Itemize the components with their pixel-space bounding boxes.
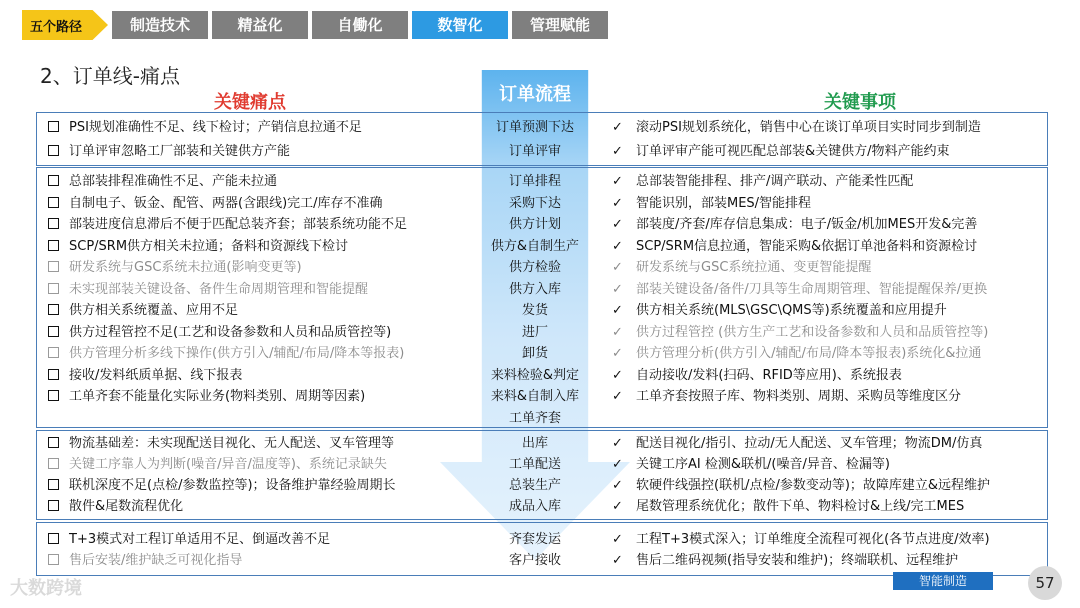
flow-step: 成品入库	[508, 499, 561, 514]
pain-point-text: 未实现部装关键设备、备件生命周期管理和智能提醒	[69, 281, 369, 297]
pain-point-text: 订单评审忽略工厂部装和关键供方产能	[69, 144, 291, 159]
checkbox-icon	[48, 326, 59, 337]
pain-point-text: 关键工序靠人为判断(噪音/异音/温度等)、系统记录缺失	[69, 457, 387, 472]
key-action-text: 工单齐套按照子库、物料类别、周期、采购员等维度区分	[636, 389, 962, 404]
pain-point-text: 工单齐套不能量化实际业务(物料类别、周期等因素)	[69, 389, 366, 404]
pain-point-text: 自制电子、钣金、配管、两器(含跟线)完工/库存不准确	[69, 195, 383, 211]
key-action-text: 部装度/齐套/库存信息集成：电子/钣金/机加MES开发&完善	[636, 217, 978, 232]
flow-step: 齐套发运	[508, 532, 561, 547]
checkbox-icon	[48, 240, 59, 251]
pain-point-row	[48, 172, 277, 192]
key-action-text: 关键工序AI 检测&联机/(噪音/异音、检漏等)	[636, 457, 890, 472]
pain-point-text: PSI规划准确性不足、线下检讨；产销信息拉通不足	[69, 120, 362, 135]
tab-manufacturing-technology[interactable]: 制造技术	[112, 11, 208, 39]
pain-point-text: 部装进度信息滞后不便于匹配总装齐套；部装系统功能不足	[69, 217, 408, 232]
key-action-row	[612, 258, 871, 278]
key-action-text: 供方管理分析(供方引入/辅配/布局/降本等报表)系统化&拉通	[636, 346, 982, 361]
pain-point-row	[48, 194, 383, 214]
pain-point-row	[48, 258, 302, 278]
key-action-text: 自动接收/发料(扫码、RFID等应用)、系统报表	[636, 367, 902, 383]
checkmark-icon: ✓	[612, 195, 623, 211]
pain-point-row	[48, 455, 387, 475]
key-action-text: 部装关键设备/备件/刀具等生命周期管理、智能提醒保养/更换	[636, 281, 988, 297]
checkbox-icon	[48, 175, 59, 186]
checkbox-icon	[48, 437, 59, 448]
pain-point-row	[48, 215, 407, 235]
checkmark-icon: ✓	[612, 303, 623, 318]
checkbox-icon	[48, 500, 59, 511]
pain-point-text: T+3模式对工程订单适用不足、倒逼改善不足	[69, 532, 331, 547]
pain-point-row	[48, 551, 242, 571]
key-action-row	[612, 434, 982, 454]
tab-management-enablement[interactable]: 管理赋能	[512, 11, 608, 39]
key-action-row	[612, 301, 947, 321]
pain-point-row	[48, 434, 394, 454]
checkmark-icon: ✓	[612, 144, 623, 159]
checkmark-icon: ✓	[612, 217, 623, 232]
pain-point-row	[48, 301, 238, 321]
flow-step: 订单排程	[508, 174, 561, 189]
checkmark-icon: ✓	[612, 346, 623, 361]
flow-step: 采购下达	[508, 195, 561, 211]
pain-point-text: SCP/SRM供方相关未拉通；备料和资源线下检讨	[69, 238, 349, 254]
pain-point-text: 供方管理分析多线下操作(供方引入/辅配/布局/降本等报表)	[69, 346, 405, 361]
checkmark-icon: ✓	[612, 260, 623, 275]
flow-step: 卸货	[521, 346, 548, 361]
key-action-text: 智能识别，部装MES/智能排程	[636, 195, 812, 211]
flow-step: 订单评审	[508, 144, 561, 159]
key-action-text: 供方相关系统(MLS\GSC\QMS等)系统覆盖和应用提升	[636, 303, 947, 318]
flow-step: 供方检验	[508, 260, 561, 275]
page-title: 2、订单线-痛点	[40, 64, 180, 88]
key-action-text: 软硬件线强控(联机/点检/参数变动等)；故障库建立&远程维护	[636, 478, 991, 493]
pain-point-row	[48, 118, 362, 138]
key-action-row	[612, 551, 958, 571]
pain-point-row	[48, 142, 290, 162]
checkmark-icon: ✓	[612, 174, 623, 189]
tab-lean[interactable]: 精益化	[212, 11, 308, 39]
checkmark-icon: ✓	[612, 367, 623, 383]
pain-point-row	[48, 366, 242, 386]
key-action-text: 售后二维码视频(指导安装和维护)；终端联机、远程维护	[636, 553, 959, 568]
pain-point-row	[48, 530, 330, 550]
checkbox-icon	[48, 121, 59, 132]
flow-step: 供方&自制生产	[490, 238, 580, 254]
pain-point-row	[48, 387, 365, 407]
page-number: 57	[1028, 566, 1062, 600]
footer-tag: 智能制造	[893, 572, 993, 590]
watermark-logo: 大数跨境	[10, 578, 82, 599]
pain-point-text: 总部装排程准确性不足、产能未拉通	[69, 174, 278, 189]
key-action-text: 滚动PSI规划系统化，销售中心在谈订单项目实时同步到制造	[636, 120, 981, 135]
key-action-text: 尾数管理系统优化；散件下单、物料检讨&上线/完工MES	[636, 499, 965, 514]
checkbox-icon	[48, 261, 59, 272]
flow-step: 来料检验&判定	[490, 367, 580, 383]
checkmark-icon: ✓	[612, 436, 623, 451]
key-action-text: 总部装智能排程、排产/调产联动、产能柔性匹配	[636, 174, 914, 189]
key-action-row	[612, 118, 981, 138]
pain-point-text: 供方过程管控不足(工艺和设备参数和人员和品质管控等)	[69, 324, 392, 340]
key-action-row	[612, 497, 964, 517]
key-action-row	[612, 530, 990, 550]
checkbox-icon	[48, 390, 59, 401]
key-action-row	[612, 344, 981, 364]
checkmark-icon: ✓	[612, 281, 623, 297]
path-tag-label: 五个路径	[30, 20, 83, 35]
checkbox-icon	[48, 218, 59, 229]
pain-point-text: 供方相关系统覆盖、应用不足	[69, 303, 239, 318]
pain-point-row	[48, 344, 404, 364]
tab-automation[interactable]: 自働化	[312, 11, 408, 39]
flow-step: 工单配送	[508, 457, 561, 472]
flow-step: 供方计划	[508, 217, 561, 232]
checkmark-icon: ✓	[612, 532, 623, 547]
checkbox-icon	[48, 145, 59, 156]
checkbox-icon	[48, 369, 59, 380]
checkmark-icon: ✓	[612, 499, 623, 514]
key-action-text: 工程T+3模式深入；订单维度全流程可视化(各节点进度/效率)	[636, 532, 990, 547]
checkmark-icon: ✓	[612, 324, 623, 340]
key-action-row	[612, 455, 890, 475]
pain-point-text: 散件&尾数流程优化	[69, 499, 184, 514]
pain-point-text: 研发系统与GSC系统未拉通(影响变更等)	[69, 260, 302, 275]
order-flow-header: 订单流程	[499, 84, 571, 105]
checkmark-icon: ✓	[612, 457, 623, 472]
key-actions-header: 关键事项	[824, 92, 896, 113]
checkbox-icon	[48, 533, 59, 544]
flow-step: 总装生产	[508, 478, 561, 493]
key-action-row	[612, 280, 987, 300]
flow-step: 出库	[521, 436, 548, 451]
checkbox-icon	[48, 554, 59, 565]
key-action-row	[612, 194, 811, 214]
key-action-row	[612, 237, 977, 257]
key-action-row	[612, 323, 988, 343]
pain-point-row	[48, 280, 368, 300]
flow-step: 进厂	[521, 324, 548, 340]
key-action-text: 研发系统与GSC系统拉通、变更智能提醒	[636, 260, 872, 275]
key-action-text: 配送目视化/指引、拉动/无人配送、叉车管理；物流DM/仿真	[636, 436, 983, 451]
pain-point-text: 接收/发料纸质单据、线下报表	[69, 367, 243, 383]
key-action-row	[612, 142, 950, 162]
key-action-row	[612, 476, 990, 496]
key-action-text: SCP/SRM信息拉通，智能采购&依据订单池备料和资源检讨	[636, 238, 978, 254]
flow-step: 发货	[521, 303, 548, 318]
key-action-text: 供方过程管控 (供方生产工艺和设备参数和人员和品质管控等)	[636, 324, 989, 340]
flow-step: 客户接收	[508, 553, 561, 568]
key-action-text: 订单评审产能可视匹配总部装&关键供方/物料产能约束	[636, 144, 950, 159]
flow-step: 来料&自制入库	[490, 389, 580, 404]
pain-point-text: 物流基础差：未实现配送目视化、无人配送、叉车管理等	[69, 436, 395, 451]
tab-digital-intelligence[interactable]: 数智化	[412, 11, 508, 39]
key-action-row	[612, 387, 961, 407]
checkmark-icon: ✓	[612, 478, 623, 493]
checkbox-icon	[48, 197, 59, 208]
checkbox-icon	[48, 479, 59, 490]
pain-point-row	[48, 476, 396, 496]
checkmark-icon: ✓	[612, 553, 623, 568]
checkmark-icon: ✓	[612, 238, 623, 254]
checkbox-icon	[48, 458, 59, 469]
pain-point-row	[48, 497, 183, 517]
key-action-row	[612, 366, 902, 386]
pain-point-row	[48, 237, 348, 257]
flow-step: 供方入库	[508, 281, 561, 297]
pain-point-text: 联机深度不足(点检/参数监控等)；设备维护靠经验周期长	[69, 478, 396, 493]
checkbox-icon	[48, 283, 59, 294]
path-tag	[22, 10, 108, 40]
checkmark-icon: ✓	[612, 389, 623, 404]
key-action-row	[612, 215, 977, 235]
flow-step: 订单预测下达	[495, 120, 574, 135]
pain-points-header: 关键痛点	[214, 92, 286, 113]
key-action-row	[612, 172, 913, 192]
pain-point-text: 售后安装/维护缺乏可视化指导	[69, 553, 243, 568]
pain-point-row	[48, 323, 391, 343]
flow-step: 工单齐套	[508, 410, 561, 426]
checkbox-icon	[48, 347, 59, 358]
checkmark-icon: ✓	[612, 120, 623, 135]
checkbox-icon	[48, 304, 59, 315]
